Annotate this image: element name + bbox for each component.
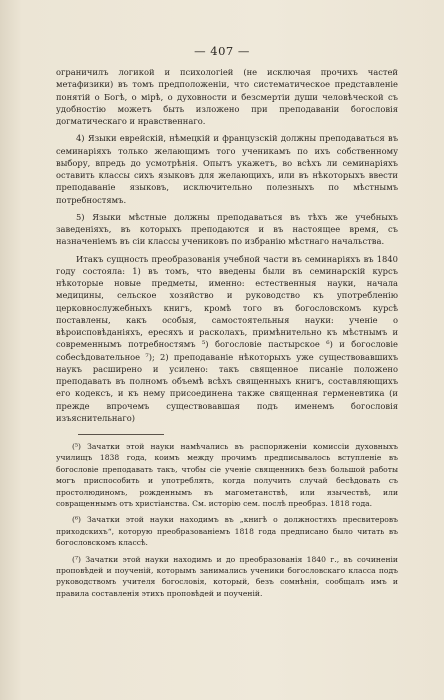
paragraph-1: ограничилъ логикой и психологіей (не исключая прочихъ частей метафизики) въ томъ предположеніи, что систематическое представленіе понятій о Богѣ, о мірѣ, о духовности и безсмертіи души человѣческой съ удобностію можетъ быть изложено при преподаваніи богословія догматическаго и нравственнаго.	[56, 67, 398, 126]
page-body	[56, 66, 398, 604]
paragraph-4: Итакъ сущность преобразованія учебной части въ семинаріяхъ въ 1840 году состояла: 1) въ томъ, что введены были въ семинарскій курсъ нѣкоторые новые предметы, именно: естественныя науки, начала медицины, сельское хозяйство и руководство къ употребленію церковнослужебныхъ книгъ, кромѣ того въ богословскомъ курсѣ поставлены, какъ особыя, самостоятельныя науки: ученіе о вѣроисповѣданіяхъ, ересяхъ и расколахъ, примѣнительно къ мѣстнымъ и современнымъ потребностямъ ⁵) богословіе пастырское ⁶) и богословіе собесѣдовательное ⁷); 2) преподаваніе нѣкоторыхъ уже существовавшихъ наукъ расширено и усилено: такъ священное писаніе положено преподавать въ полномъ объемѣ всѣхъ священныхъ книгъ, составляющихъ его кодексъ, и къ нему присоединена также священная герменевтика (и прежде впрочемъ существовавшая подъ именемъ богословія изъяснительнаго)	[56, 253, 398, 423]
page-number: — 407 —	[194, 44, 250, 58]
paragraph-3: 5) Языки мѣстные должны преподаваться въ тѣхъ же учебныхъ заведеніяхъ, въ которыхъ преподаются и въ настоящее время, съ назначеніемъ въ сіи классы учениковъ по избранію мѣстнаго начальства.	[56, 211, 398, 247]
footnotes	[56, 441, 398, 599]
paragraph-2: 4) Языки еврейскій, нѣмецкій и французскій должны преподаваться въ семинаріяхъ только желающимъ того ученикамъ по ихъ собственному выбору, впредь до усмотрѣнія. Опытъ укажетъ, во всѣхъ ли семинаріяхъ оставить классы сихъ языковъ для желающихъ, или въ нѣкоторыхъ ввести преподаваніе языковъ, исключительно полезныхъ по мѣстнымъ потребностямъ.	[56, 133, 398, 205]
footnote-7: (⁷) Зачатки этой науки находимъ и до преобразованія 1840 г., въ сочиненіи проповѣдей и поученій, которымъ занимались ученики богословскаго класса подъ руководствомъ учителя богословія, который, безъ сомнѣнія, сообщалъ имъ и правила составленія этихъ проповѣдей и поученій.	[56, 554, 398, 598]
footnote-6: (⁶) Зачатки этой науки находимъ въ „книгѣ о должностяхъ пресвитеровъ приходскихъ“, которую преобразованіемъ 1818 года предписано было читать въ богословскомъ классѣ.	[56, 515, 398, 548]
footnote-5: (⁵) Зачатки этой науки намѣчались въ распоряженіи комиссіи духовныхъ училищъ 1838 года, коимъ между прочимъ предписывалось вступленіе въ богословіе преподавать такъ, чтобы сіе ученіе священникъ безъ большой работы могъ приспособить и употреблять, когда получить случай бесѣдовать съ простолюдиномъ, рожденнымъ въ магометанствѣ, или язычествѣ, или совращеннымъ отъ христіанства. См. исторію сем. послѣ преобраз. 1818 года.	[56, 442, 398, 509]
footnote-divider	[78, 434, 164, 435]
